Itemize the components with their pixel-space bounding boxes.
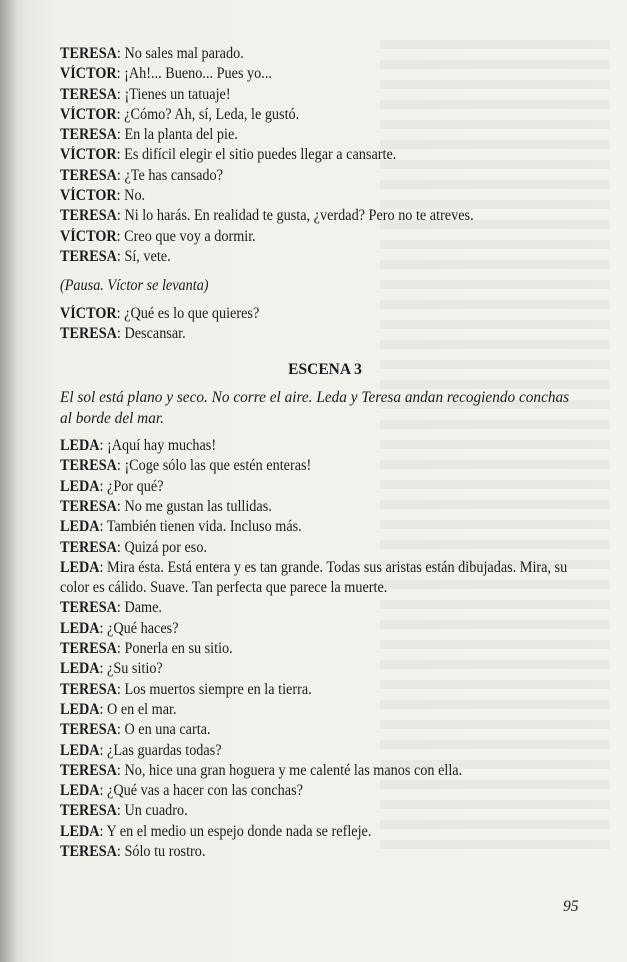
dialogue-line	[60, 145, 553, 165]
dialogue-line	[60, 659, 553, 679]
dialogue-text: : Descansar.	[116, 324, 186, 342]
dialogue-text: : O en el mar.	[99, 700, 177, 718]
speaker-name: LEDA	[60, 741, 100, 759]
dialogue-text: : Es difícil elegir el sitio puedes llegar a cansarte.	[116, 146, 397, 164]
dialogue-line	[60, 639, 553, 659]
dialogue-line	[60, 761, 553, 781]
dialogue-line	[60, 64, 553, 84]
dialogue-text: : Mira ésta. Está entera y es tan grande. Todas sus aristas están dibujadas. Mira, su color es cálido. Suave. Tan perfecta que parece la muerte.	[60, 558, 568, 597]
dialogue-line	[60, 822, 553, 842]
dialogue-line	[60, 206, 553, 226]
speaker-name: TERESA	[60, 640, 117, 658]
dialogue-line	[60, 166, 553, 186]
dialogue-text: : Y en el medio un espejo donde nada se refleje.	[99, 822, 372, 840]
play-text	[60, 44, 590, 862]
dialogue-line	[60, 517, 553, 537]
speaker-name: TERESA	[60, 842, 117, 860]
dialogue-text: : Sólo tu rostro.	[116, 842, 206, 860]
dialogue-text: : ¿Qué vas a hacer con las conchas?	[99, 782, 303, 800]
dialogue-text: : Sí, vete.	[116, 247, 171, 265]
speaker-name: TERESA	[60, 324, 117, 342]
dialogue-text: : ¡Coge sólo las que estén enteras!	[116, 457, 312, 475]
dialogue-line	[60, 436, 553, 456]
dialogue-line	[60, 105, 553, 125]
dialogue-text: : Ni lo harás. En realidad te gusta, ¿verdad? Pero no te atreves.	[116, 207, 474, 225]
dialogue-line	[60, 186, 553, 206]
speaker-name: TERESA	[60, 538, 117, 556]
page-number: 95	[563, 898, 579, 915]
scene-heading: ESCENA 3	[288, 361, 362, 379]
speaker-name: TERESA	[60, 497, 117, 515]
dialogue-text: : No.	[116, 187, 146, 205]
speaker-name: TERESA	[60, 457, 117, 475]
dialogue-line	[60, 304, 553, 324]
speaker-name: TERESA	[60, 599, 117, 617]
speaker-name: TERESA	[60, 761, 117, 779]
speaker-name: LEDA	[60, 477, 100, 495]
dialogue-text: : ¿Te has cansado?	[116, 166, 223, 184]
speaker-name: LEDA	[60, 437, 100, 455]
speaker-name: LEDA	[60, 700, 100, 718]
dialogue-text: : ¿Qué es lo que quieres?	[116, 304, 260, 322]
speaker-name: TERESA	[60, 126, 117, 144]
speaker-name: TERESA	[60, 680, 117, 698]
speaker-name: VÍCTOR	[60, 146, 117, 164]
speaker-name: TERESA	[60, 207, 117, 225]
dialogue-line	[60, 720, 553, 740]
stage-direction: (Pausa. Víctor se levanta)	[60, 277, 209, 295]
speaker-name: VÍCTOR	[60, 187, 117, 205]
dialogue-line	[60, 741, 553, 761]
dialogue-line	[60, 247, 553, 267]
dialogue-line	[60, 598, 553, 618]
speaker-name: TERESA	[60, 721, 117, 739]
speaker-name: TERESA	[60, 166, 117, 184]
dialogue-text: : Ponerla en su sitio.	[116, 640, 233, 658]
dialogue-text: : Quizá por eso.	[116, 538, 208, 556]
speaker-name: TERESA	[60, 802, 117, 820]
dialogue-text: : ¿Qué haces?	[99, 619, 179, 637]
dialogue-text: : Dame.	[116, 599, 162, 617]
speaker-name: VÍCTOR	[60, 65, 117, 83]
speaker-name: TERESA	[60, 247, 117, 265]
dialogue-line	[60, 324, 553, 344]
dialogue-text: : En la planta del pie.	[116, 126, 238, 144]
dialogue-text: : ¡Aquí hay muchas!	[99, 437, 217, 455]
dialogue-text: : No sales mal parado.	[116, 45, 244, 62]
dialogue-text: : O en una carta.	[116, 721, 211, 739]
dialogue-text: : ¡Tienes un tatuaje!	[116, 85, 231, 103]
speaker-name: LEDA	[60, 558, 100, 576]
speaker-name: LEDA	[60, 782, 100, 800]
speaker-name: LEDA	[60, 518, 100, 536]
dialogue-text: : Creo que voy a dormir.	[116, 227, 256, 245]
speaker-name: LEDA	[60, 660, 100, 678]
dialogue-line	[60, 680, 553, 700]
dialogue-text: : Un cuadro.	[116, 802, 188, 820]
dialogue-text: : ¿Por qué?	[99, 477, 164, 495]
dialogue-line	[60, 477, 553, 497]
scene-description: El sol está plano y seco. No corre el aire. Leda y Teresa andan recogiendo conchas al borde del mar.	[60, 389, 570, 427]
dialogue-text: : Los muertos siempre en la tierra.	[116, 680, 312, 698]
dialogue-text: : ¿Las guardas todas?	[99, 741, 222, 759]
dialogue-line	[60, 781, 553, 801]
speaker-name: TERESA	[60, 45, 117, 62]
dialogue-line	[60, 125, 553, 145]
dialogue-line	[60, 456, 553, 476]
gutter-shadow	[0, 0, 18, 962]
dialogue-line	[60, 619, 553, 639]
speaker-name: LEDA	[60, 619, 100, 637]
speaker-name: VÍCTOR	[60, 227, 117, 245]
speaker-name: TERESA	[60, 85, 117, 103]
dialogue-text: : No me gustan las tullidas.	[116, 497, 272, 515]
dialogue-line	[60, 538, 553, 558]
speaker-name: VÍCTOR	[60, 105, 117, 123]
dialogue-text: : No, hice una gran hoguera y me calenté las manos con ella.	[116, 761, 463, 779]
dialogue-text: : También tienen vida. Incluso más.	[99, 518, 302, 536]
dialogue-line	[60, 558, 590, 599]
dialogue-line	[60, 700, 553, 720]
dialogue-line	[60, 227, 553, 247]
speaker-name: LEDA	[60, 822, 100, 840]
dialogue-line	[60, 801, 553, 821]
dialogue-text: : ¿Cómo? Ah, sí, Leda, le gustó.	[116, 105, 300, 123]
dialogue-line	[60, 497, 553, 517]
dialogue-line	[60, 842, 553, 862]
speaker-name: VÍCTOR	[60, 304, 117, 322]
dialogue-text: : ¡Ah!... Bueno... Pues yo...	[116, 65, 272, 83]
dialogue-line	[60, 44, 553, 64]
dialogue-line	[60, 85, 553, 105]
dialogue-text: : ¿Su sitio?	[99, 660, 163, 678]
